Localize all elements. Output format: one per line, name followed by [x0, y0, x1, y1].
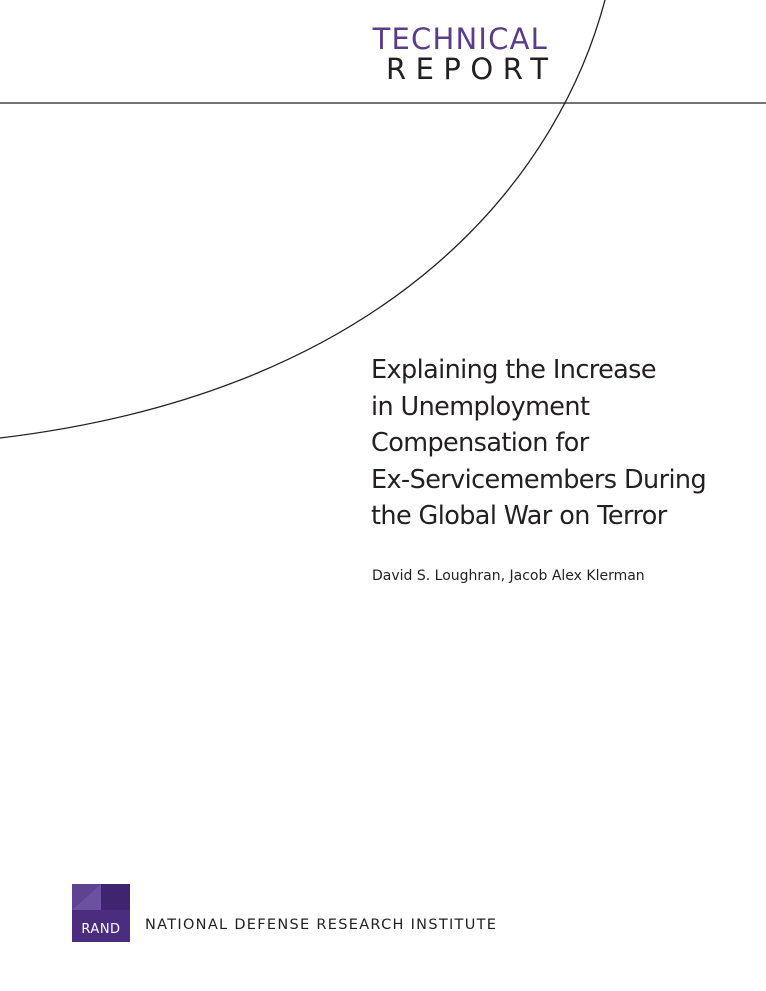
rand-logo-text: RAND — [81, 922, 121, 937]
title-line-1: Explaining the Increase — [371, 355, 656, 385]
authors: David S. Loughran, Jacob Alex Klerman — [372, 568, 645, 584]
title-line-2: in Unemployment — [371, 391, 590, 422]
rand-logo — [72, 884, 130, 942]
report-type-heading — [372, 22, 558, 86]
title-line-3: Compensation for — [371, 428, 589, 458]
report-type-line1: TECHNICAL — [372, 22, 548, 56]
title-line-5: the Global War on Terror — [371, 501, 667, 531]
report-title — [371, 352, 751, 535]
title-line-4: Ex-Servicemembers During — [371, 464, 707, 495]
institute-name: NATIONAL DEFENSE RESEARCH INSTITUTE — [145, 917, 498, 933]
report-type-line2: REPORT — [385, 52, 558, 86]
